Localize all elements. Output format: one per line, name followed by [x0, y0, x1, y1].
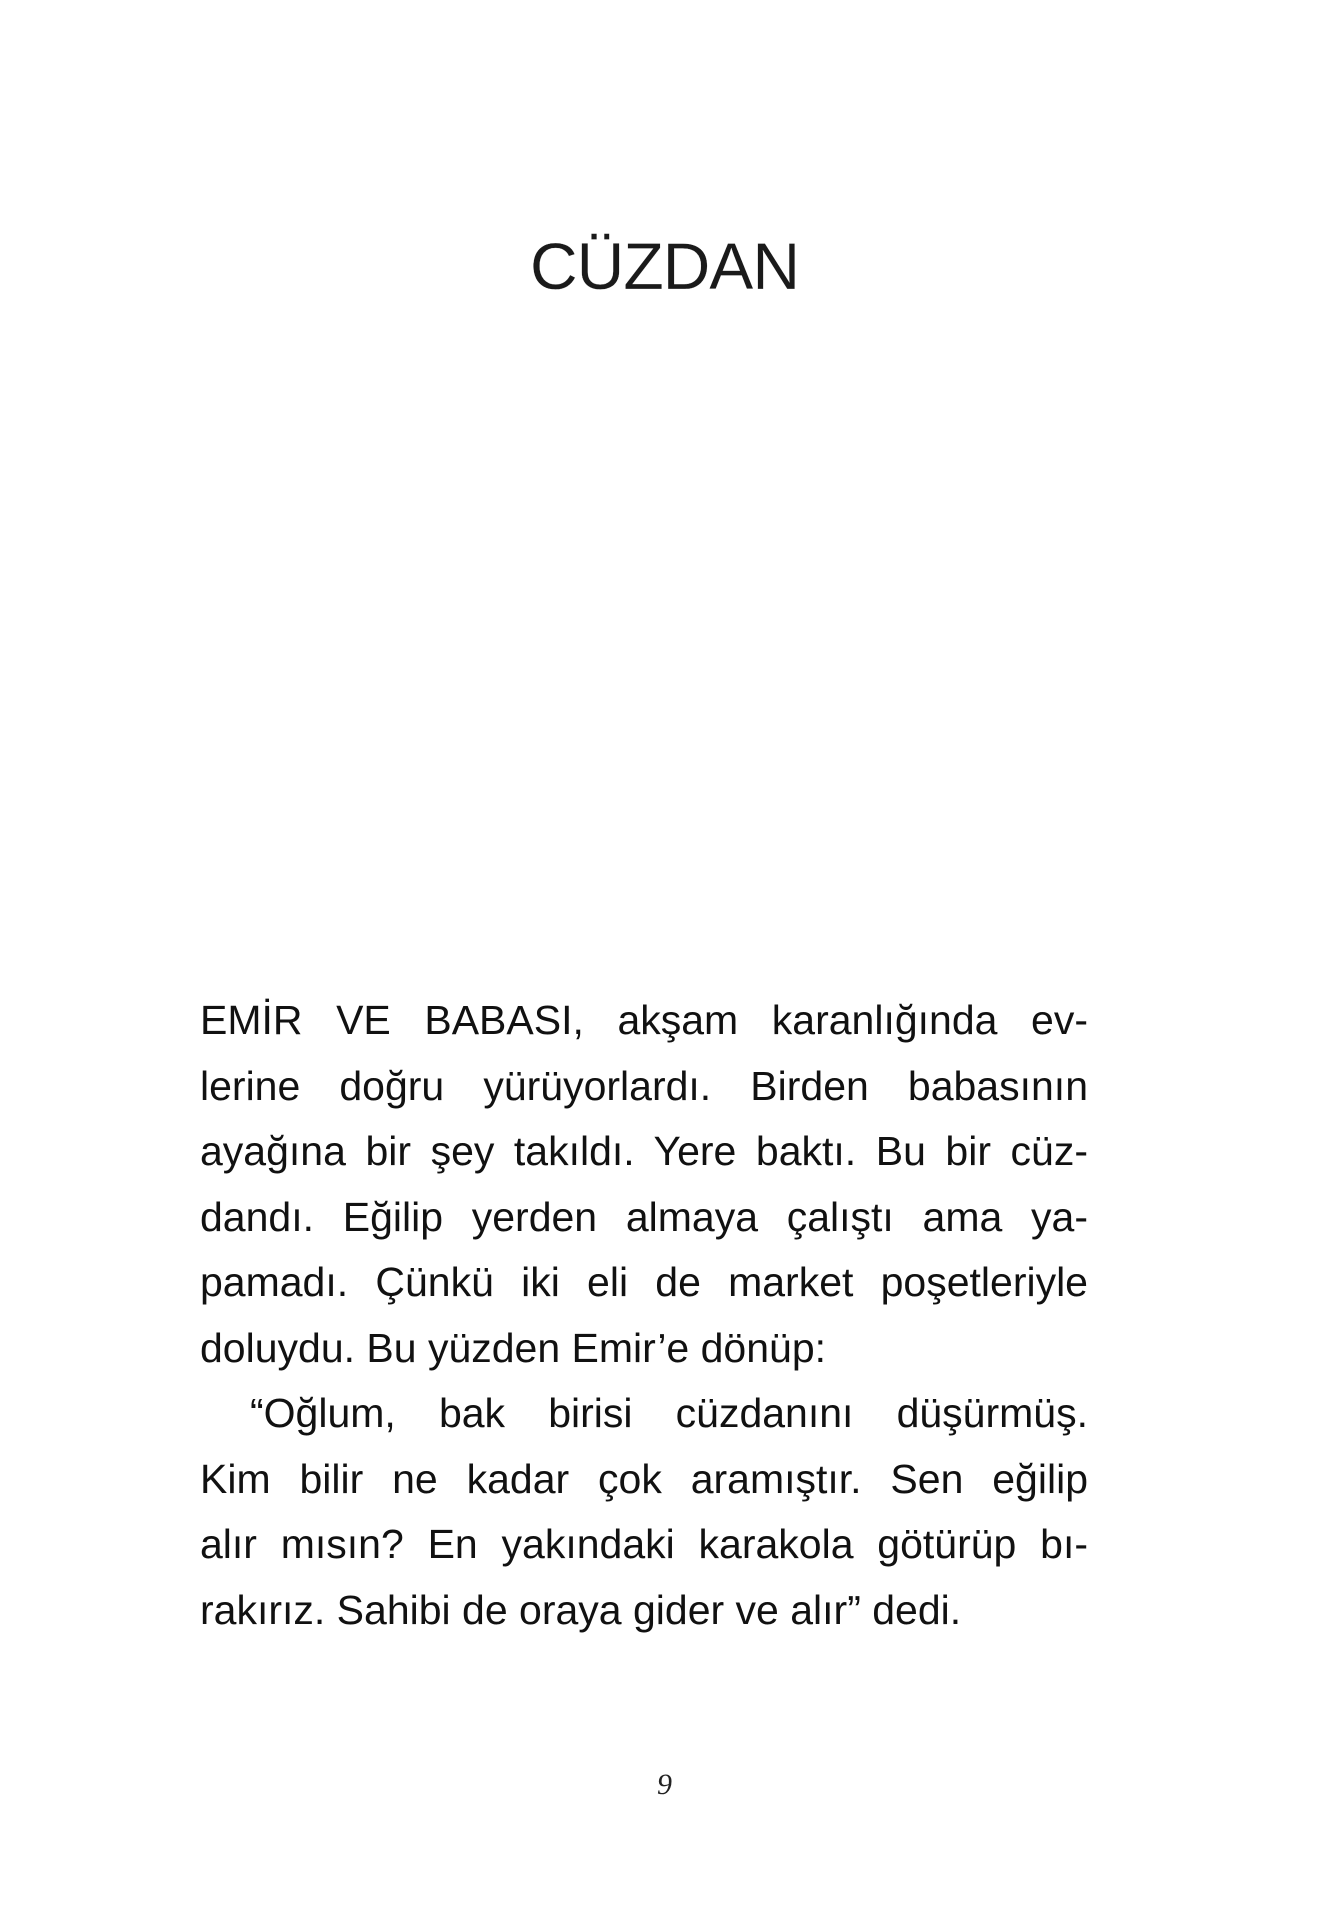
paragraph-2 — [200, 1381, 1088, 1643]
body-text — [200, 988, 1088, 1643]
text-line: pamadı. Çünkü iki eli de market poşetleriyle — [200, 1259, 1088, 1305]
text-line: Kim bilir ne kadar çok aramıştır. Sen eğilip — [200, 1455, 1088, 1502]
text-line: lerine doğru yürüyorlardı. Birden babasının — [200, 1062, 1088, 1109]
text-line: ayağına bir şey takıldı. Yere baktı. Bu bir cüz- — [200, 1128, 1088, 1174]
paragraph-1 — [200, 988, 1088, 1381]
text-line: alır mısın? En yakındaki karakola götürüp bı- — [200, 1521, 1088, 1567]
text-line: dandı. Eğilip yerden almaya çalıştı ama ya- — [200, 1193, 1088, 1240]
page-number: 9 — [657, 1768, 672, 1801]
text-line: EMİR VE BABASI, akşam karanlığında ev- — [200, 997, 1088, 1043]
text-line: rakırız. Sahibi de oraya gider ve alır” dedi. — [200, 1586, 962, 1633]
chapter-title: CÜZDAN — [530, 229, 799, 303]
text-line: “Oğlum, bak birisi cüzdanını düşürmüş. — [250, 1390, 1088, 1436]
text-line: doluydu. Bu yüzden Emir’e dönüp: — [200, 1324, 827, 1371]
